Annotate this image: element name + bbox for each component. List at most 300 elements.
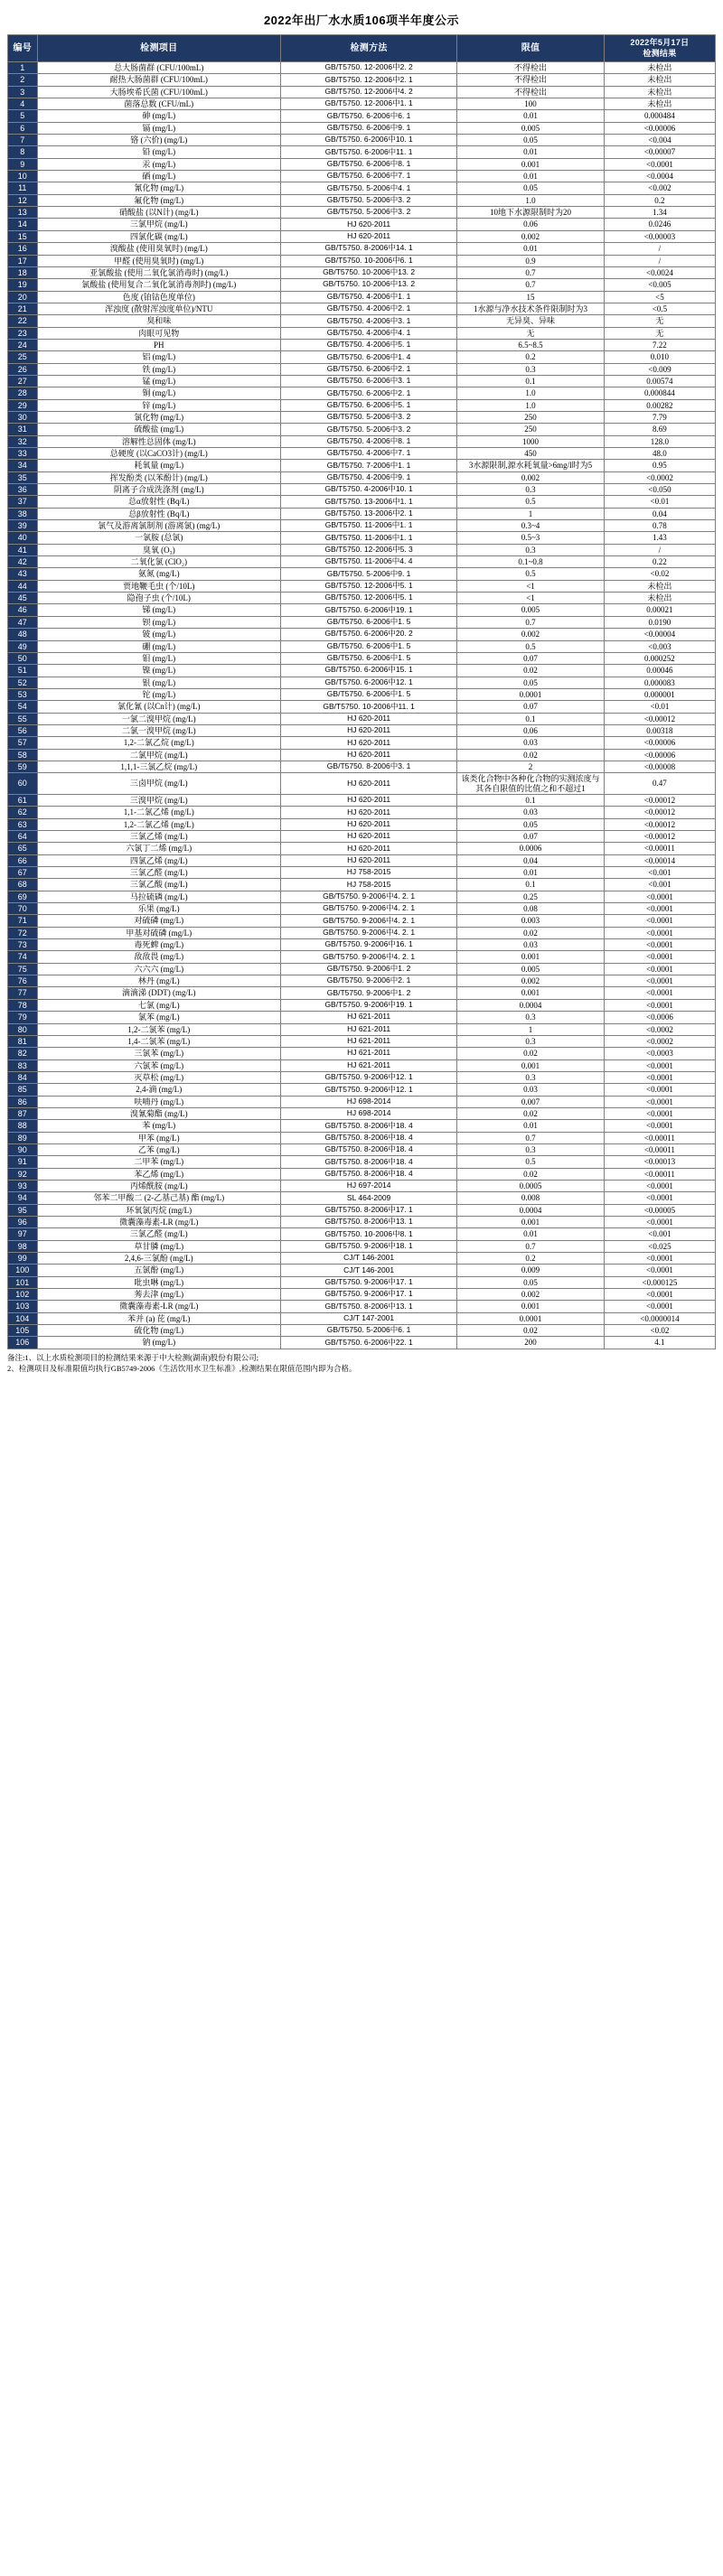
row-limit: 0.1~0.8 xyxy=(457,556,605,568)
row-limit: 0.3 xyxy=(457,1143,605,1155)
row-method: GB/T5750. 10-2006中8. 1 xyxy=(281,1228,457,1240)
row-limit: 3水源限制,源水耗氧量>6mg/l时为5 xyxy=(457,460,605,471)
row-no: 83 xyxy=(8,1059,38,1071)
row-item: 二氧化氯 (ClO₂) xyxy=(37,556,281,568)
table-row xyxy=(8,1325,716,1337)
table-row xyxy=(8,568,716,580)
table-row xyxy=(8,1023,716,1035)
row-result: <0.0001 xyxy=(604,1192,715,1204)
table-notes xyxy=(7,1352,716,1375)
row-limit: 450 xyxy=(457,448,605,460)
row-method: GB/T5750. 12-2006中5. 1 xyxy=(281,580,457,592)
row-limit: 0.001 xyxy=(457,987,605,999)
row-no: 63 xyxy=(8,818,38,830)
row-limit: 0.3 xyxy=(457,1012,605,1023)
row-limit: 0.1 xyxy=(457,375,605,387)
row-result: 1.43 xyxy=(604,532,715,544)
row-method: HJ 620-2011 xyxy=(281,737,457,749)
row-no: 20 xyxy=(8,291,38,303)
row-item: 挥发酚类 (以苯酚计) (mg/L) xyxy=(37,471,281,483)
row-item: 臭氧 (O₃) xyxy=(37,544,281,555)
row-no: 6 xyxy=(8,122,38,134)
row-limit: 0.05 xyxy=(457,1276,605,1288)
row-result: 48.0 xyxy=(604,448,715,460)
row-limit: 15 xyxy=(457,291,605,303)
row-method: GB/T5750. 6-2006中12. 1 xyxy=(281,677,457,688)
row-item: 二甲苯 (mg/L) xyxy=(37,1156,281,1168)
row-limit: 0.05 xyxy=(457,677,605,688)
row-item: 三氯乙醛 (mg/L) xyxy=(37,1228,281,1240)
column-header-method: 检测方法 xyxy=(281,35,457,62)
row-no: 103 xyxy=(8,1301,38,1312)
row-item: 呋喃丹 (mg/L) xyxy=(37,1096,281,1107)
row-item: 微囊藻毒素-LR (mg/L) xyxy=(37,1301,281,1312)
row-limit: 0.07 xyxy=(457,831,605,843)
row-no: 102 xyxy=(8,1289,38,1301)
row-result: 无 xyxy=(604,327,715,339)
row-limit: 0.5~3 xyxy=(457,532,605,544)
row-method: GB/T5750. 6-2006中1. 5 xyxy=(281,640,457,652)
table-row xyxy=(8,580,716,592)
row-result: 无 xyxy=(604,315,715,327)
row-no: 91 xyxy=(8,1156,38,1168)
row-no: 72 xyxy=(8,927,38,938)
row-result: 0.000844 xyxy=(604,387,715,399)
row-item: 氯酸盐 (使用复合二氧化氯消毒剂时) (mg/L) xyxy=(37,279,281,291)
table-row xyxy=(8,1096,716,1107)
table-row xyxy=(8,903,716,915)
table-row xyxy=(8,1204,716,1216)
table-row xyxy=(8,327,716,339)
row-no: 66 xyxy=(8,854,38,866)
row-limit: 0.7 xyxy=(457,1132,605,1143)
table-row xyxy=(8,1265,716,1276)
row-method: GB/T5750. 5-2006中3. 2 xyxy=(281,207,457,219)
row-method: GB/T5750. 9-2006中1. 2 xyxy=(281,987,457,999)
table-row xyxy=(8,219,716,230)
row-item: 微囊藻毒素-LR (mg/L) xyxy=(37,1217,281,1228)
row-result: <0.00003 xyxy=(604,230,715,242)
row-limit: 0.02 xyxy=(457,1325,605,1337)
row-result: 4.1 xyxy=(604,1337,715,1349)
row-item: 三溴甲烷 (mg/L) xyxy=(37,794,281,806)
table-row xyxy=(8,1240,716,1252)
row-limit: 0.02 xyxy=(457,927,605,938)
table-row xyxy=(8,291,716,303)
row-limit: 0.02 xyxy=(457,665,605,677)
row-item: 四氯乙烯 (mg/L) xyxy=(37,854,281,866)
row-item: 氯气及游离氯制剂 (游离氯) (mg/L) xyxy=(37,520,281,532)
row-item: 铬 (六价) (mg/L) xyxy=(37,135,281,146)
row-result: <0.01 xyxy=(604,701,715,713)
table-row xyxy=(8,207,716,219)
row-no: 50 xyxy=(8,652,38,664)
row-item: 总β放射性 (Bq/L) xyxy=(37,508,281,519)
table-row xyxy=(8,110,716,122)
row-result: <0.02 xyxy=(604,1325,715,1337)
row-no: 57 xyxy=(8,737,38,749)
table-row xyxy=(8,363,716,375)
row-limit: 0.001 xyxy=(457,158,605,170)
row-no: 61 xyxy=(8,794,38,806)
row-item: 硝酸盐 (以N计) (mg/L) xyxy=(37,207,281,219)
table-row xyxy=(8,1048,716,1059)
table-row xyxy=(8,891,716,902)
row-item: 1,1-二氯乙烯 (mg/L) xyxy=(37,807,281,818)
row-no: 54 xyxy=(8,701,38,713)
table-row xyxy=(8,1253,716,1265)
table-row xyxy=(8,544,716,555)
row-no: 58 xyxy=(8,749,38,761)
row-limit: 1.0 xyxy=(457,194,605,206)
table-row xyxy=(8,315,716,327)
row-method: GB/T5750. 9-2006中4. 2. 1 xyxy=(281,891,457,902)
row-limit: 0.3 xyxy=(457,544,605,555)
row-method: HJ 620-2011 xyxy=(281,230,457,242)
table-row xyxy=(8,243,716,255)
row-item: 硒 (mg/L) xyxy=(37,171,281,182)
table-row xyxy=(8,1301,716,1312)
table-row xyxy=(8,1059,716,1071)
table-row xyxy=(8,713,716,724)
row-method: GB/T5750. 6-2006中3. 1 xyxy=(281,375,457,387)
row-limit: 0.9 xyxy=(457,255,605,266)
row-method: GB/T5750. 8-2006中13. 1 xyxy=(281,1301,457,1312)
table-header xyxy=(8,35,716,62)
row-item: 草甘膦 (mg/L) xyxy=(37,1240,281,1252)
row-limit: 0.02 xyxy=(457,1168,605,1180)
row-result: 7.79 xyxy=(604,411,715,423)
row-method: HJ 620-2011 xyxy=(281,818,457,830)
column-header-no: 编号 xyxy=(8,35,38,62)
row-no: 12 xyxy=(8,194,38,206)
row-limit: 0.06 xyxy=(457,219,605,230)
row-limit: 0.01 xyxy=(457,1228,605,1240)
row-item: 苯 (mg/L) xyxy=(37,1120,281,1132)
row-limit: 0.005 xyxy=(457,963,605,975)
row-item: 镉 (mg/L) xyxy=(37,122,281,134)
row-no: 86 xyxy=(8,1096,38,1107)
row-result: 7.22 xyxy=(604,339,715,350)
row-result: <0.001 xyxy=(604,867,715,879)
row-limit: 0.05 xyxy=(457,182,605,194)
row-result: <0.0001 xyxy=(604,1084,715,1096)
row-no: 43 xyxy=(8,568,38,580)
row-no: 55 xyxy=(8,713,38,724)
row-result: <0.004 xyxy=(604,135,715,146)
row-item: 1,2-二氯苯 (mg/L) xyxy=(37,1023,281,1035)
row-method: GB/T5750. 5-2006中9. 1 xyxy=(281,568,457,580)
row-no: 80 xyxy=(8,1023,38,1035)
row-method: GB/T5750. 6-2006中19. 1 xyxy=(281,604,457,616)
row-limit: 0.7 xyxy=(457,1240,605,1252)
row-limit: <1 xyxy=(457,593,605,604)
row-result: <0.0001 xyxy=(604,1289,715,1301)
row-item: 甲基对硫磷 (mg/L) xyxy=(37,927,281,938)
row-result: <0.001 xyxy=(604,1228,715,1240)
row-item: 菌落总数 (CFU/mL) xyxy=(37,98,281,110)
row-method: HJ 621-2011 xyxy=(281,1023,457,1035)
row-limit: 0.01 xyxy=(457,171,605,182)
table-row xyxy=(8,831,716,843)
row-limit: 0.1 xyxy=(457,794,605,806)
row-result: <0.0001 xyxy=(604,939,715,951)
row-item: 钼 (mg/L) xyxy=(37,652,281,664)
row-result: <0.000125 xyxy=(604,1276,715,1288)
row-limit: 0.002 xyxy=(457,471,605,483)
row-item: 氯苯 (mg/L) xyxy=(37,1012,281,1023)
row-item: 甲苯 (mg/L) xyxy=(37,1132,281,1143)
row-result: <0.005 xyxy=(604,279,715,291)
row-result: <0.001 xyxy=(604,879,715,891)
table-row xyxy=(8,556,716,568)
row-item: 铝 (mg/L) xyxy=(37,351,281,363)
table-row xyxy=(8,1337,716,1349)
table-row xyxy=(8,1217,716,1228)
table-row xyxy=(8,1276,716,1288)
row-limit: 0.3 xyxy=(457,1071,605,1083)
row-method: GB/T5750. 6-2006中22. 1 xyxy=(281,1337,457,1349)
row-no: 17 xyxy=(8,255,38,266)
row-result: <0.009 xyxy=(604,363,715,375)
row-limit: 0.001 xyxy=(457,1217,605,1228)
row-limit: 0.0006 xyxy=(457,843,605,854)
row-no: 47 xyxy=(8,616,38,628)
row-no: 65 xyxy=(8,843,38,854)
row-item: 三氯甲烷 (mg/L) xyxy=(37,219,281,230)
row-result: 未检出 xyxy=(604,86,715,98)
row-item: 1,2-二氯乙烷 (mg/L) xyxy=(37,737,281,749)
row-no: 56 xyxy=(8,724,38,736)
row-item: 环氧氯丙烷 (mg/L) xyxy=(37,1204,281,1216)
row-limit: 0.005 xyxy=(457,122,605,134)
row-method: GB/T5750. 6-2006中15. 1 xyxy=(281,665,457,677)
row-no: 41 xyxy=(8,544,38,555)
row-limit: 该类化合物中各种化合物的实测浓度与其各自限值的比值之和不超过1 xyxy=(457,773,605,795)
row-item: 林丹 (mg/L) xyxy=(37,975,281,987)
row-method: GB/T5750. 9-2006中4. 2. 1 xyxy=(281,903,457,915)
row-limit: 0.02 xyxy=(457,749,605,761)
row-limit: 0.002 xyxy=(457,230,605,242)
row-item: 1,4-二氯苯 (mg/L) xyxy=(37,1035,281,1047)
row-method: GB/T5750. 6-2006中2. 1 xyxy=(281,363,457,375)
row-no: 78 xyxy=(8,999,38,1011)
table-row xyxy=(8,629,716,640)
row-limit: 0.5 xyxy=(457,568,605,580)
row-result: 0.0190 xyxy=(604,616,715,628)
row-method: GB/T5750. 9-2006中17. 1 xyxy=(281,1276,457,1288)
table-row xyxy=(8,701,716,713)
row-item: 铍 (mg/L) xyxy=(37,629,281,640)
row-result: <0.0001 xyxy=(604,1120,715,1132)
row-no: 74 xyxy=(8,951,38,963)
column-header-item: 检测项目 xyxy=(37,35,281,62)
row-limit: 2 xyxy=(457,761,605,772)
table-row xyxy=(8,460,716,471)
table-row xyxy=(8,1289,716,1301)
table-row xyxy=(8,255,716,266)
row-method: HJ 620-2011 xyxy=(281,773,457,795)
row-item: 二氯一溴甲烷 (mg/L) xyxy=(37,724,281,736)
row-result: <0.00007 xyxy=(604,146,715,158)
row-result: 未检出 xyxy=(604,74,715,86)
row-result: 0.00574 xyxy=(604,375,715,387)
row-limit: 0.03 xyxy=(457,737,605,749)
row-item: 钠 (mg/L) xyxy=(37,1337,281,1349)
row-result: <0.00012 xyxy=(604,818,715,830)
row-item: PH xyxy=(37,339,281,350)
row-item: 1,2-二氯乙烯 (mg/L) xyxy=(37,818,281,830)
row-item: 耐热大肠菌群 (CFU/100mL) xyxy=(37,74,281,86)
row-result: <0.0001 xyxy=(604,951,715,963)
note-line-2: 2、检测项目及标准限值均执行GB5749-2006《生活饮用水卫生标准》,检测结果在限值范围内即为合格。 xyxy=(7,1364,357,1374)
row-item: 1,1,1-三氯乙烷 (mg/L) xyxy=(37,761,281,772)
row-item: 灭草松 (mg/L) xyxy=(37,1071,281,1083)
row-item: 汞 (mg/L) xyxy=(37,158,281,170)
table-row xyxy=(8,807,716,818)
row-result: <0.0002 xyxy=(604,471,715,483)
row-limit: 0.3 xyxy=(457,363,605,375)
table-row xyxy=(8,520,716,532)
row-limit: 0.3 xyxy=(457,484,605,496)
row-no: 60 xyxy=(8,773,38,795)
row-item: 硫化物 (mg/L) xyxy=(37,1325,281,1337)
table-row xyxy=(8,915,716,927)
row-item: 滴滴涕 (DDT) (mg/L) xyxy=(37,987,281,999)
row-item: 六氯丁二烯 (mg/L) xyxy=(37,843,281,854)
row-limit: 1000 xyxy=(457,435,605,447)
row-no: 13 xyxy=(8,207,38,219)
table-row xyxy=(8,266,716,278)
row-result: <0.5 xyxy=(604,303,715,314)
table-row xyxy=(8,1192,716,1204)
row-result: 0.04 xyxy=(604,508,715,519)
row-item: 2,4-滴 (mg/L) xyxy=(37,1084,281,1096)
table-row xyxy=(8,1012,716,1023)
row-method: GB/T5750. 6-2006中9. 1 xyxy=(281,122,457,134)
row-limit: 无 xyxy=(457,327,605,339)
row-result: 0.000083 xyxy=(604,677,715,688)
row-limit: 0.003 xyxy=(457,915,605,927)
row-result: 0.00282 xyxy=(604,399,715,411)
row-result: <0.0001 xyxy=(604,158,715,170)
row-limit: 200 xyxy=(457,1337,605,1349)
row-item: 氯化氰 (以Cn计) (mg/L) xyxy=(37,701,281,713)
table-row xyxy=(8,1084,716,1096)
row-result: <0.0001 xyxy=(604,891,715,902)
row-method: GB/T5750. 5-2006中3. 2 xyxy=(281,194,457,206)
row-result: <0.0001 xyxy=(604,915,715,927)
row-no: 44 xyxy=(8,580,38,592)
row-limit: 0.002 xyxy=(457,629,605,640)
row-no: 53 xyxy=(8,688,38,700)
row-limit: 250 xyxy=(457,411,605,423)
row-result: <0.0001 xyxy=(604,903,715,915)
row-method: GB/T5750. 8-2006中18. 4 xyxy=(281,1132,457,1143)
row-item: 五氯酚 (mg/L) xyxy=(37,1265,281,1276)
water-quality-table xyxy=(7,34,716,1349)
row-method: GB/T5750. 6-2006中20. 2 xyxy=(281,629,457,640)
row-method: GB/T5750. 5-2006中3. 2 xyxy=(281,424,457,435)
row-no: 64 xyxy=(8,831,38,843)
row-result: <0.0004 xyxy=(604,171,715,182)
table-row xyxy=(8,616,716,628)
row-result: <0.0001 xyxy=(604,975,715,987)
row-no: 38 xyxy=(8,508,38,519)
table-row xyxy=(8,987,716,999)
row-item: 敌敌畏 (mg/L) xyxy=(37,951,281,963)
row-limit: 不得检出 xyxy=(457,86,605,98)
row-method: GB/T5750. 12-2006中5. 1 xyxy=(281,593,457,604)
row-result: <0.0001 xyxy=(604,1253,715,1265)
row-item: 钡 (mg/L) xyxy=(37,616,281,628)
row-no: 77 xyxy=(8,987,38,999)
row-no: 26 xyxy=(8,363,38,375)
row-result: <5 xyxy=(604,291,715,303)
row-result: <0.0001 xyxy=(604,987,715,999)
row-no: 37 xyxy=(8,496,38,508)
row-result: 0.0246 xyxy=(604,219,715,230)
row-no: 69 xyxy=(8,891,38,902)
table-row xyxy=(8,963,716,975)
row-limit: 0.01 xyxy=(457,867,605,879)
row-method: GB/T5750. 6-2006中8. 1 xyxy=(281,158,457,170)
row-no: 22 xyxy=(8,315,38,327)
row-no: 18 xyxy=(8,266,38,278)
table-row xyxy=(8,951,716,963)
row-method: HJ 758-2015 xyxy=(281,867,457,879)
table-row xyxy=(8,1180,716,1191)
table-row xyxy=(8,1228,716,1240)
row-method: HJ 620-2011 xyxy=(281,724,457,736)
row-method: GB/T5750. 5-2006中3. 2 xyxy=(281,411,457,423)
row-method: GB/T5750. 4-2006中8. 1 xyxy=(281,435,457,447)
row-limit: 0.3 xyxy=(457,1035,605,1047)
row-result: <0.0001 xyxy=(604,1265,715,1276)
row-no: 73 xyxy=(8,939,38,951)
row-result: <0.0001 xyxy=(604,1107,715,1119)
table-row xyxy=(8,399,716,411)
row-result: 0.22 xyxy=(604,556,715,568)
row-method: GB/T5750. 9-2006中18. 1 xyxy=(281,1240,457,1252)
row-result: <0.00012 xyxy=(604,831,715,843)
row-item: 溴氰菊酯 (mg/L) xyxy=(37,1107,281,1119)
row-no: 84 xyxy=(8,1071,38,1083)
row-result: <0.0001 xyxy=(604,1180,715,1191)
table-row xyxy=(8,146,716,158)
row-item: 一氯二溴甲烷 (mg/L) xyxy=(37,713,281,724)
row-method: GB/T5750. 8-2006中3. 1 xyxy=(281,761,457,772)
row-limit: 0.3~4 xyxy=(457,520,605,532)
row-no: 4 xyxy=(8,98,38,110)
row-method: GB/T5750. 6-2006中7. 1 xyxy=(281,171,457,182)
row-no: 100 xyxy=(8,1265,38,1276)
row-no: 67 xyxy=(8,867,38,879)
row-item: 总α放射性 (Bq/L) xyxy=(37,496,281,508)
row-result: <0.003 xyxy=(604,640,715,652)
row-method: GB/T5750. 12-2006中5. 3 xyxy=(281,544,457,555)
table-row xyxy=(8,98,716,110)
row-method: GB/T5750. 9-2006中1. 2 xyxy=(281,963,457,975)
row-result: 0.000252 xyxy=(604,652,715,664)
row-method: GB/T5750. 9-2006中4. 2. 1 xyxy=(281,927,457,938)
row-no: 68 xyxy=(8,879,38,891)
row-item: 隐孢子虫 (个/10L) xyxy=(37,593,281,604)
row-limit: 10地下水源限制时为20 xyxy=(457,207,605,219)
row-result: <0.0001 xyxy=(604,1059,715,1071)
row-limit: 0.7 xyxy=(457,266,605,278)
table-row xyxy=(8,737,716,749)
